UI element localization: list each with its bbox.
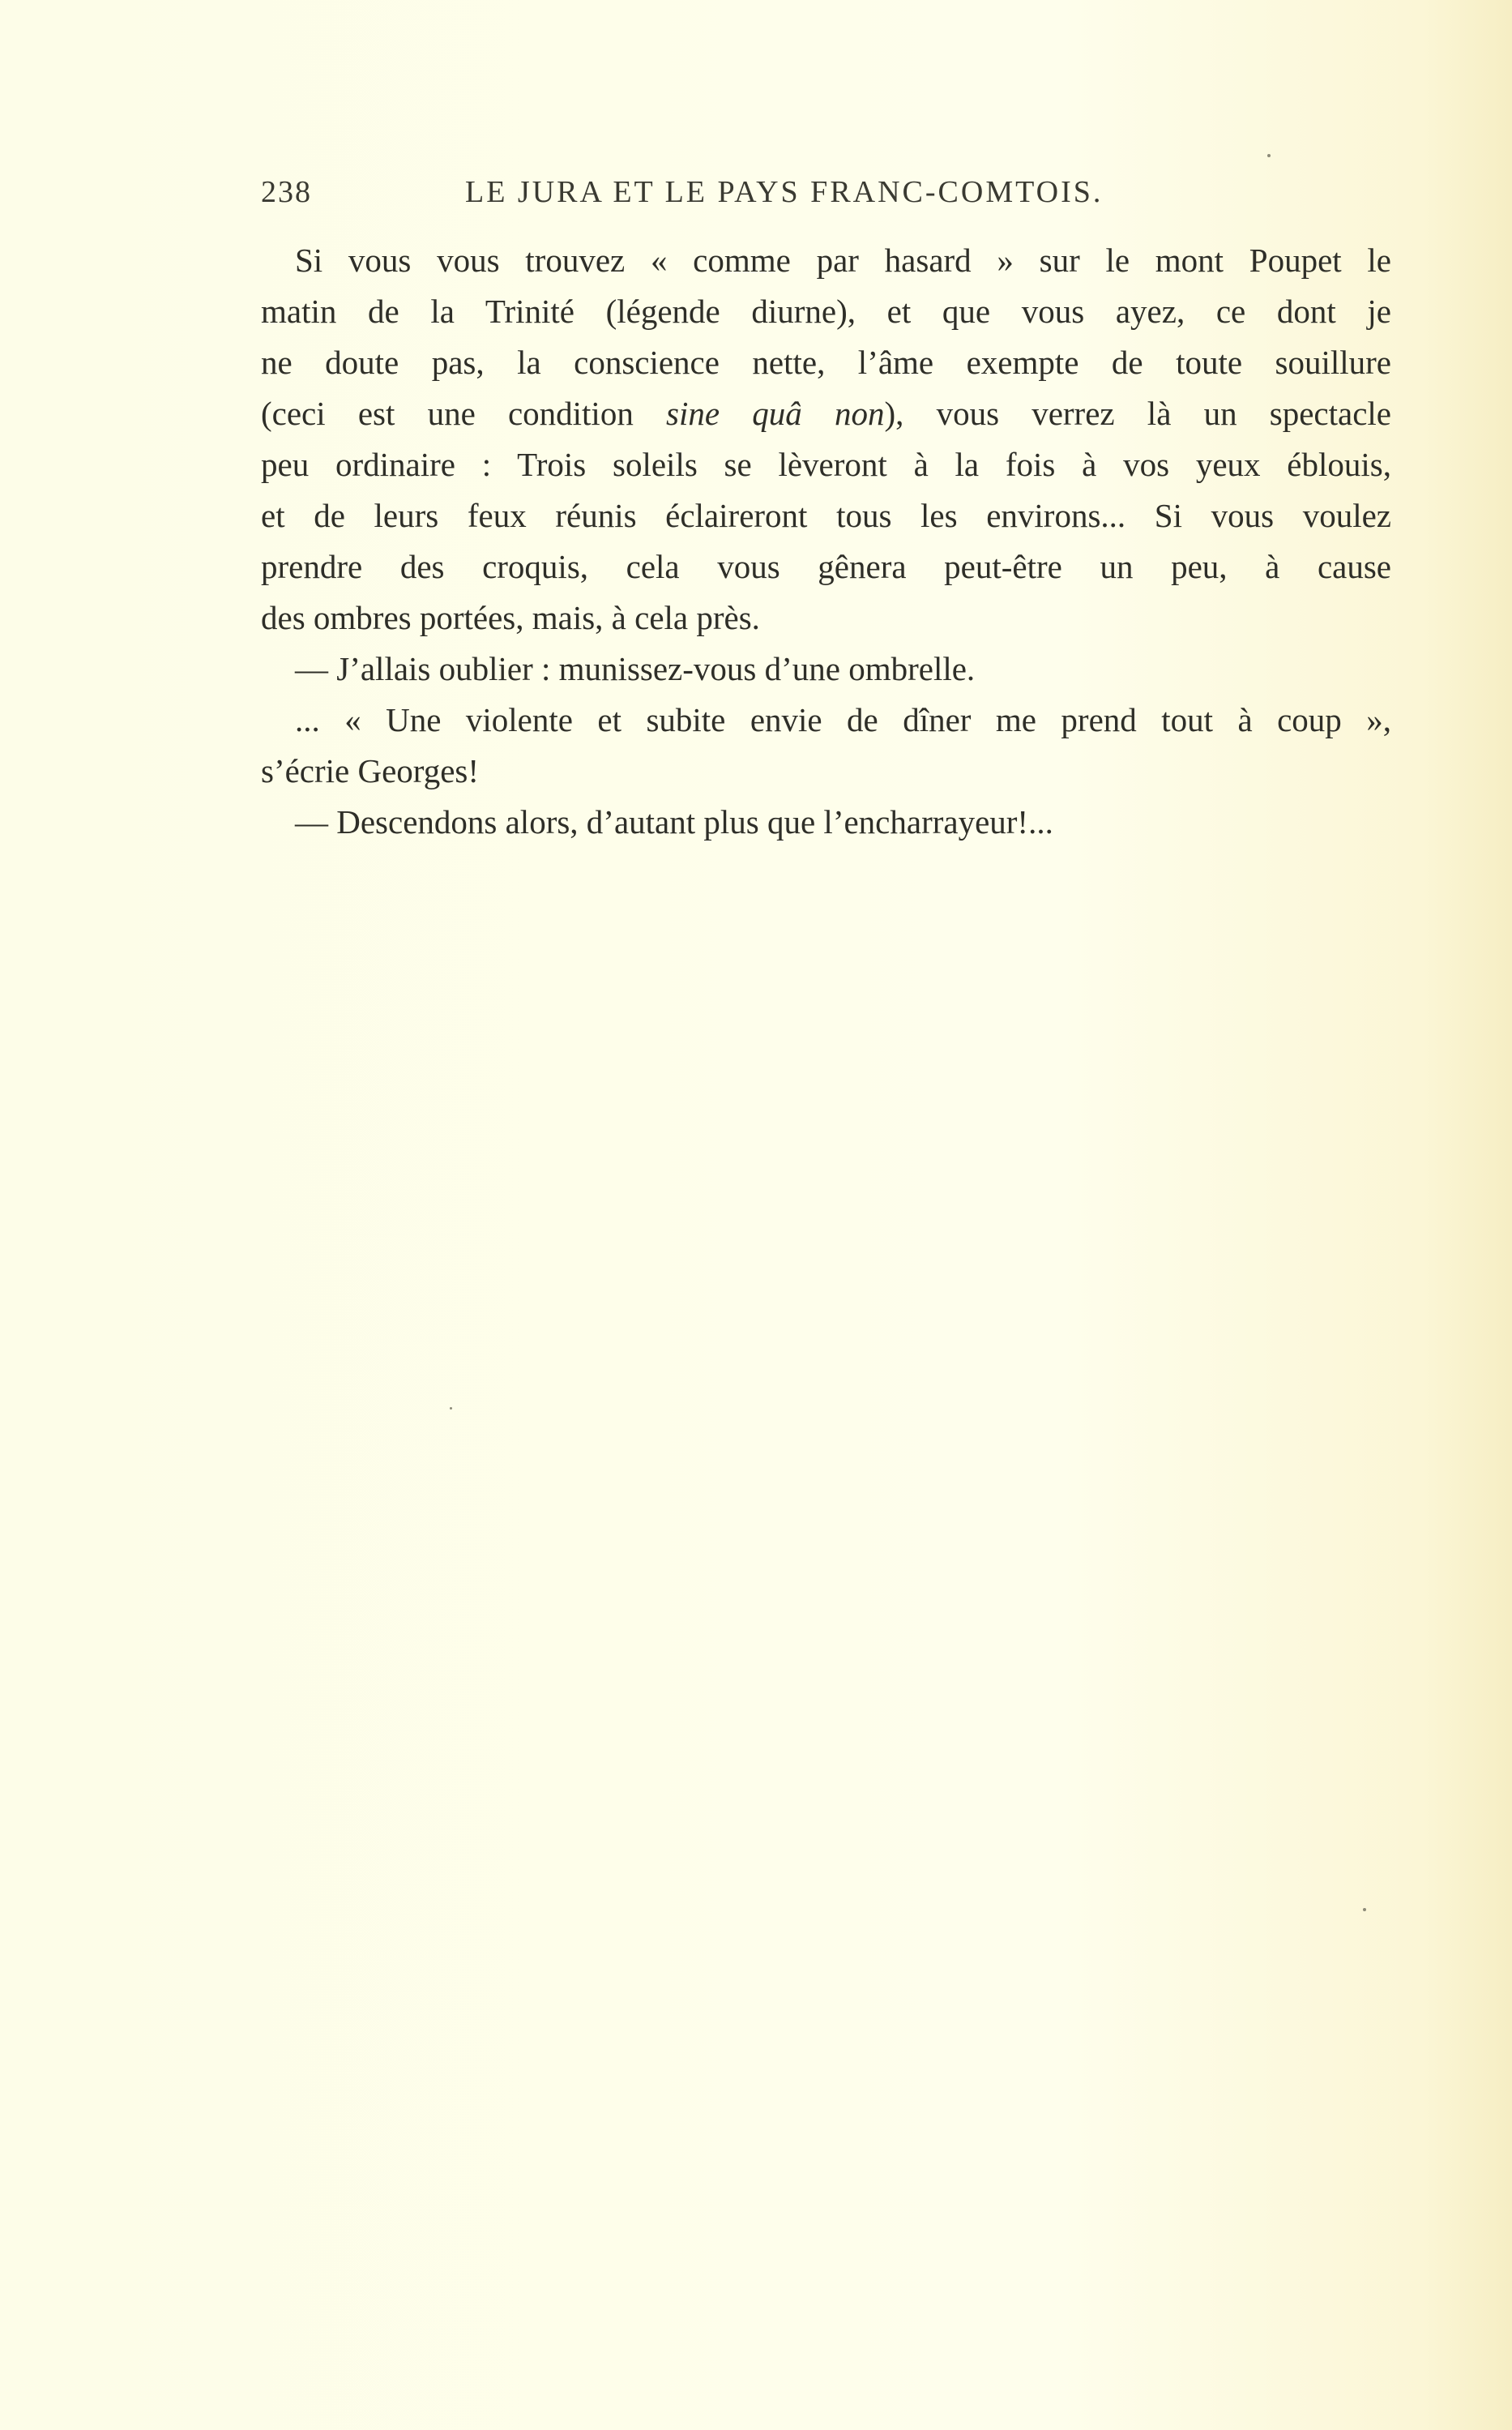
paper-speck <box>450 1407 452 1410</box>
paragraph-1-line-2: matin de la Trinité (légende diurne), et que vous ayez, ce dont je <box>261 293 1391 330</box>
paper-speck <box>1267 154 1271 157</box>
paragraph-1-line-4 <box>261 388 1391 439</box>
paragraph-1-line-3: ne doute pas, la conscience nette, l’âme exempte de toute souillure <box>261 344 1391 381</box>
page-header <box>261 174 1207 215</box>
paragraph-2: — J’allais oublier : munissez-vous d’une ombrelle. <box>295 650 976 687</box>
paragraph-1-line-7: prendre des croquis, cela vous gênera peut-être un peu, à cause <box>261 548 1391 585</box>
paragraph-1-line-4-start: (ceci est une condition <box>261 395 667 432</box>
paragraph-1-line-5: peu ordinaire : Trois soleils se lèveront à la fois à vos yeux éblouis, <box>261 446 1391 483</box>
page-number: 238 <box>261 175 312 209</box>
running-head: LE JURA ET LE PAYS FRANC-COMTOIS. <box>465 175 1104 209</box>
paragraph-4: — Descendons alors, d’autant plus que l’encharrayeur!... <box>295 803 1053 841</box>
paragraph-1-line-8: des ombres portées, mais, à cela près. <box>261 599 760 636</box>
paper-speck <box>1363 1908 1366 1911</box>
paragraph-3-line-1: ... « Une violente et subite envie de dîner me prend tout à coup », <box>295 701 1391 738</box>
body-text <box>261 235 1391 848</box>
paragraph-1-line-6: et de leurs feux réunis éclaireront tous les environs... Si vous voulez <box>261 497 1391 534</box>
paragraph-1-line-1: Si vous vous trouvez « comme par hasard » sur le mont Poupet le <box>295 242 1391 279</box>
latin-phrase: sine quâ non <box>666 395 885 432</box>
paragraph-1-line-4-end: ), vous verrez là un spectacle <box>884 395 1392 432</box>
paragraph-3-line-2: s’écrie Georges! <box>261 752 480 789</box>
